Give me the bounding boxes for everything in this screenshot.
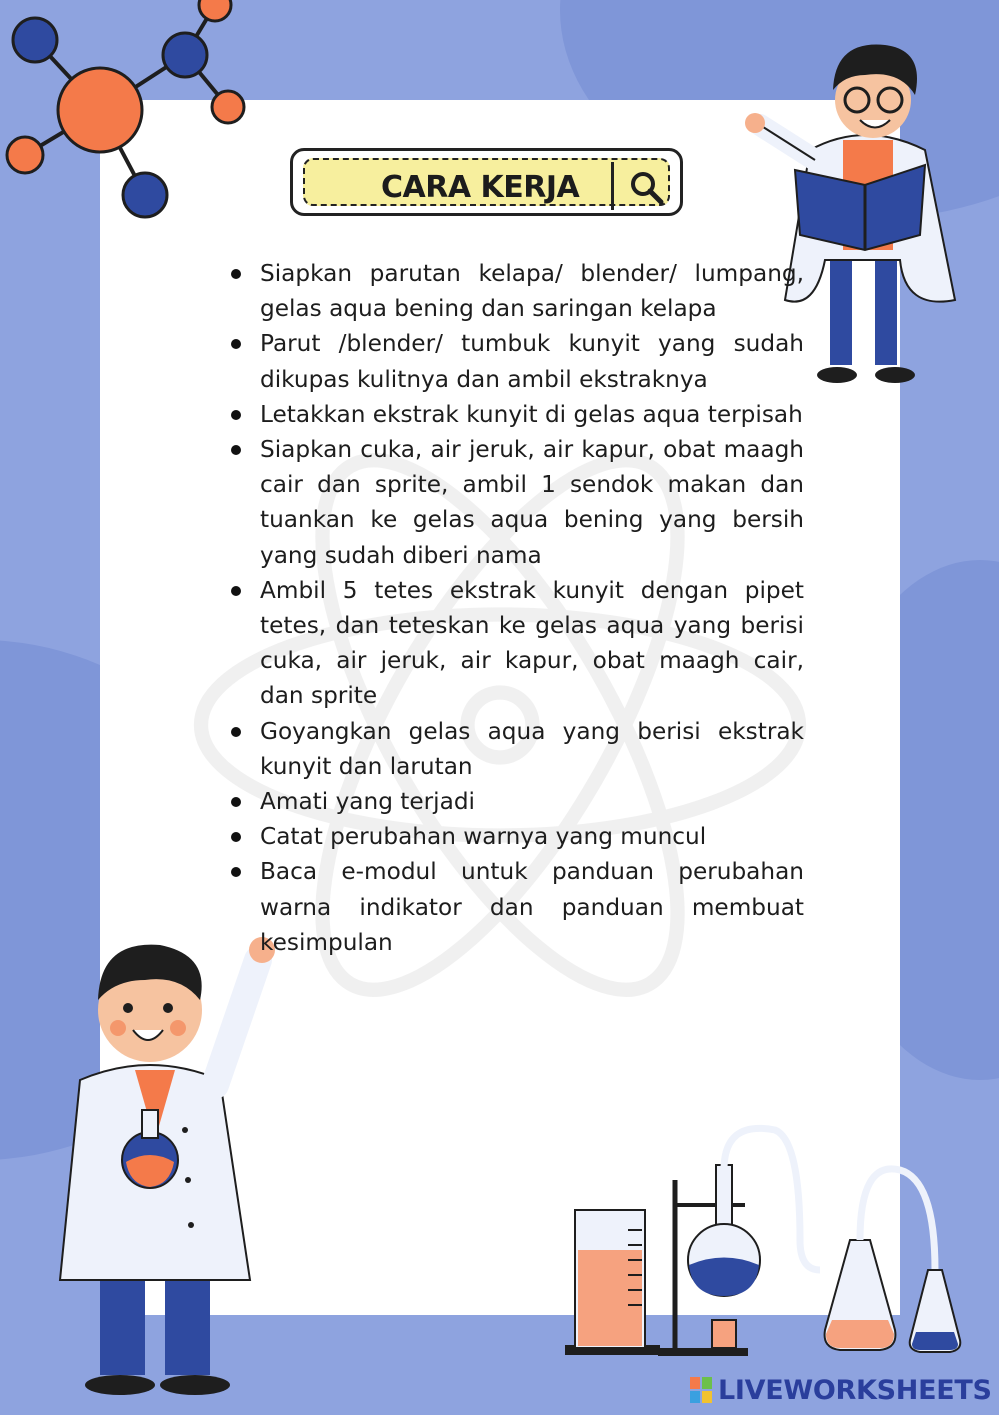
- list-item: Letakkan ekstrak kunyit di gelas aqua terpisah: [228, 397, 804, 432]
- list-item: Parut /blender/ tumbuk kunyit yang sudah dikupas kulitnya dan ambil ekstraknya: [228, 326, 804, 396]
- liveworksheets-brand[interactable]: [690, 1372, 992, 1408]
- list-item: Amati yang terjadi: [228, 784, 804, 819]
- title-divider: [611, 162, 614, 210]
- page-title: CARA KERJA: [381, 170, 580, 205]
- list-item: Goyangkan gelas aqua yang berisi ekstrak kunyit dan larutan: [228, 714, 804, 784]
- molecule-icon: [0, 0, 260, 230]
- search-icon: [627, 168, 667, 208]
- lab-equipment-illustration: [560, 1120, 980, 1370]
- list-item: Siapkan parutan kelapa/ blender/ lumpang, gelas aqua bening dan saringan kelapa: [228, 256, 804, 326]
- brand-name: LIVEWORKSHEETS: [718, 1374, 992, 1406]
- liveworksheets-logo-icon: [690, 1377, 712, 1403]
- list-item: Catat perubahan warnya yang muncul: [228, 819, 804, 854]
- list-item: Siapkan cuka, air jeruk, air kapur, obat maagh cair dan sprite, ambil 1 sendok makan dan tuankan ke gelas aqua bening yang bersih yang sudah diberi nama: [228, 432, 804, 573]
- list-item: Baca e-modul untuk panduan perubahan warna indikator dan panduan membuat kesimpulan: [228, 854, 804, 960]
- procedure-steps: [228, 256, 804, 960]
- title-banner-fill: [303, 158, 670, 206]
- title-banner: [290, 148, 683, 216]
- list-item: Ambil 5 tetes ekstrak kunyit dengan pipet tetes, dan teteskan ke gelas aqua yang berisi cuka, air jeruk, air kapur, obat maagh cair, dan sprite: [228, 573, 804, 714]
- scientist-with-flask-illustration: [30, 900, 300, 1400]
